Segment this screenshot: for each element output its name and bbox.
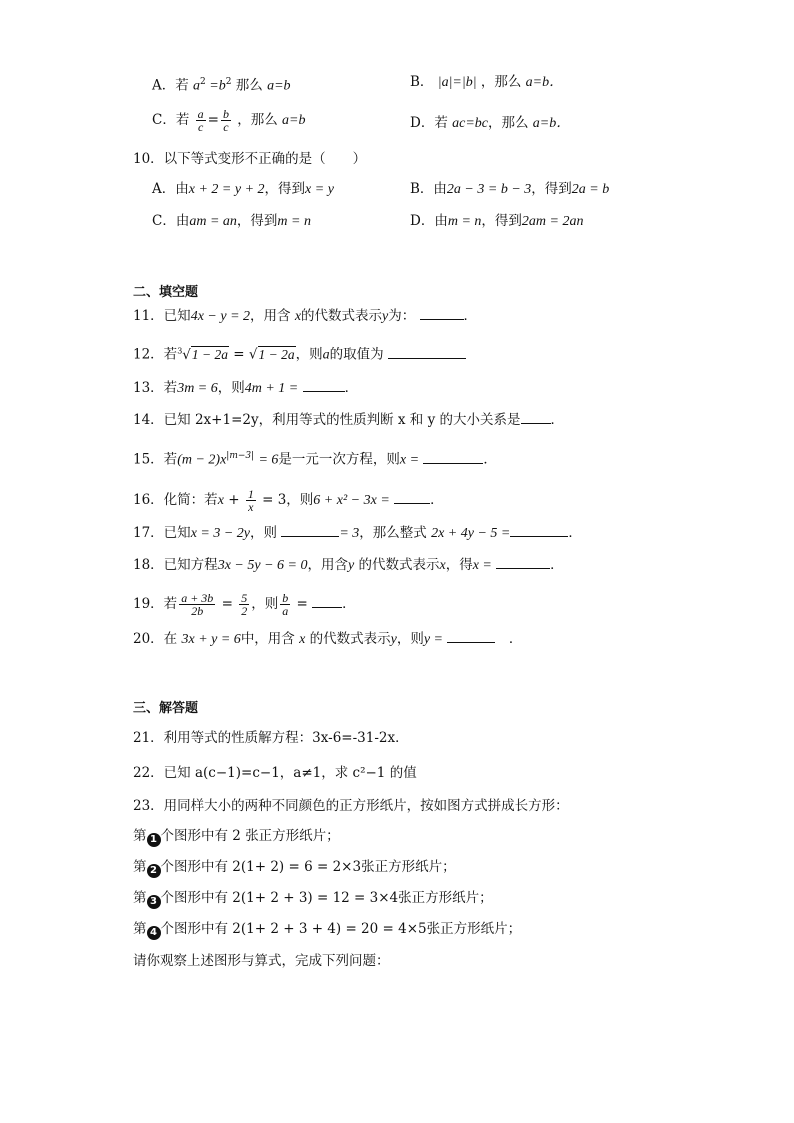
answer-blank-2[interactable] [510, 524, 568, 537]
q9-option-a: A．若 $a^2 =b^2$ 那么 a=b [152, 77, 291, 94]
q23-row-1: 第 1 个图形中有 2 张正方形纸片； [133, 828, 340, 845]
q10-stem: 10．以下等式变形不正确的是（ ） [133, 151, 367, 167]
q10-option-d: D．由m = n，得到2am = 2an [410, 213, 584, 229]
q9-option-c: C．若 $\frac{a}{c}$ = $\frac{b}{c}$ ，那么 a=b [152, 107, 306, 134]
question-21: 21．利用等式的性质解方程：3x-6=-31-2x． [133, 730, 409, 746]
q23-row-4: 第 4 个图形中有 2(1+ 2 + 3 + 4) = 20 = 4×5张正方形纸片； [133, 921, 522, 938]
question-22: 22．已知 a(c−1)=c−1，a≠1，求 c²−1 的值 [133, 765, 417, 781]
q10-option-c: C．由am = an，得到m = n [152, 213, 311, 229]
circled-number: 3 [147, 895, 161, 909]
answer-blank[interactable] [496, 556, 550, 569]
question-20: 20．在 3x + y = 6中，用含 x 的代数式表示y，则y = ． [133, 631, 523, 647]
q10-option-a: A．由x + 2 = y + 2，得到x = y [152, 181, 334, 197]
question-18: 18．已知方程3x − 5y − 6 = 0，用含y 的代数式表示x，得x = ． [133, 557, 564, 573]
question-17: 17．已知x = 3 − 2y，则 = 3，那么整式 2x + 4y − 5 = ． [133, 525, 582, 541]
answer-blank[interactable] [312, 595, 342, 608]
circled-number: 1 [147, 833, 161, 847]
circled-number: 2 [147, 864, 161, 878]
question-19: 19．若 $\frac{a + 3b}{2b}$ = $\frac{5}{2}$ ，则 $\frac{b}{a}$ = ． [133, 591, 356, 618]
question-23-stem: 23．用同样大小的两种不同颜色的正方形纸片，按如图方式拼成长方形： [133, 798, 569, 814]
answer-blank-1[interactable] [281, 524, 339, 537]
answer-blank[interactable] [423, 451, 483, 464]
answer-blank[interactable] [388, 346, 466, 359]
answer-blank[interactable] [447, 630, 495, 643]
q23-row-3: 第 3 个图形中有 2(1+ 2 + 3) = 12 = 3×4张正方形纸片； [133, 890, 493, 907]
question-14: 14．已知 2x+1=2y，利用等式的性质判断 x 和 y 的大小关系是 ． [133, 412, 565, 428]
q9-option-b: B． |a|=|b| ，那么 a=b． [410, 74, 564, 90]
question-12: 12．若$^3$√1 − 2a = √1 − 2a，则a的取值为 [133, 342, 466, 365]
q23-row-2: 第 2 个图形中有 2(1+ 2) = 6 = 2×3张正方形纸片； [133, 859, 456, 876]
answer-blank[interactable] [303, 379, 345, 392]
q10-option-b: B．由2a − 3 = b − 3，得到2a = b [410, 181, 610, 197]
question-16: 16．化简：若x + $\frac{1}{x}$ = 3，则6 + x² − 3x = ． [133, 487, 444, 514]
q23-closing: 请你观察上述图形与算式，完成下列问题： [133, 953, 390, 969]
section-title-solutions: 三、解答题 [133, 701, 199, 716]
question-11: 11．已知4x − y = 2，用含 x的代数式表示y为： ． [133, 308, 478, 324]
question-13: 13．若3m = 6，则4m + 1 = ． [133, 380, 359, 396]
question-15: 15．若$(m - 2)x^{|m-3|} = 6$是一元一次方程，则x = ． [133, 451, 497, 468]
circled-number: 4 [147, 926, 161, 940]
q9-option-d: D．若 ac=bc，那么 a=b． [410, 115, 571, 131]
answer-blank[interactable] [420, 307, 464, 320]
answer-blank[interactable] [394, 491, 430, 504]
section-title-fill-blank: 二、填空题 [133, 285, 199, 300]
answer-blank[interactable] [521, 411, 551, 424]
